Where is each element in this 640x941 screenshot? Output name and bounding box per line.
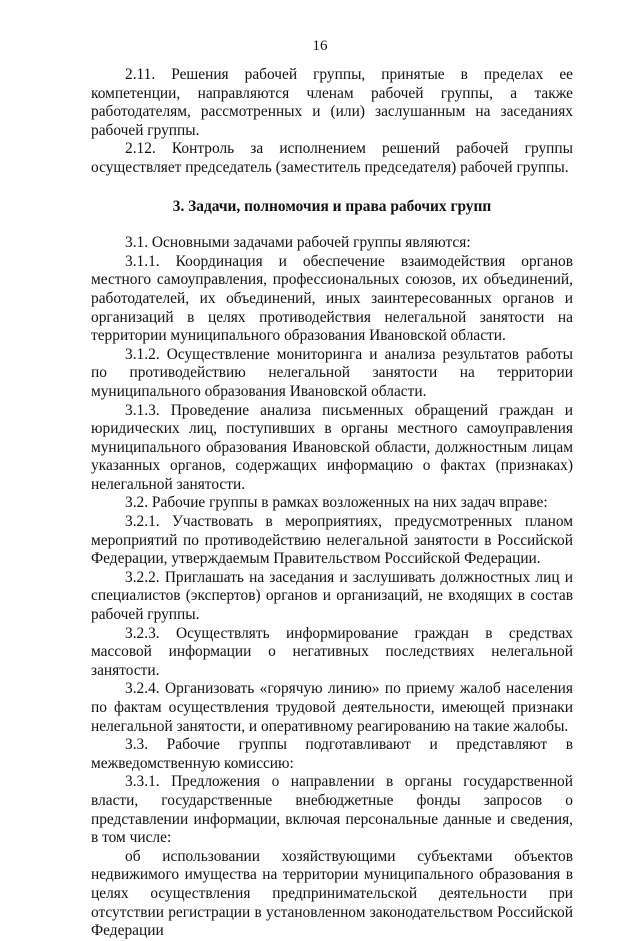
paragraph-3-1-3: 3.1.3. Проведение анализа письменных обращений граждан и юридических лиц, поступивших в органы местного самоуправления муниципального образования Ивановской области, должностным лицам указанных органов, содержащих информацию о фактах (признаках) нелегальной занятости. <box>91 401 573 493</box>
paragraph-2-12: 2.12. Контроль за исполнением решений рабочей группы осуществляет председатель (заместитель председателя) рабочей группы. <box>91 140 573 176</box>
section-heading: 3. Задачи, полномочия и права рабочих групп <box>172 197 492 215</box>
paragraph-3-1: 3.1. Основными задачами рабочей группы являются: <box>125 234 471 252</box>
document-body <box>91 66 573 941</box>
paragraph-3-2-2: 3.2.2. Приглашать на заседания и заслушивать должностных лиц и специалистов (экспертов) органов и организаций, не входящих в состав рабочей группы. <box>91 568 573 624</box>
page-number: 16 <box>312 38 328 54</box>
paragraph-3-1-2: 3.1.2. Осуществление мониторинга и анализа результатов работы по противодействию нелегальной занятости на территории муниципального образования Ивановской области. <box>91 345 573 400</box>
paragraph-3-3-1-item: об использовании хозяйствующими субъектами объектов недвижимого имущества на территории муниципального образования в целях осуществления предпринимательской деятельности при отсутствии регистрации в установленном законодательством Российской Федерации <box>91 847 573 940</box>
paragraph-3-3: 3.3. Рабочие группы подготавливают и представляют в межведомственную комиссию: <box>91 736 573 772</box>
paragraph-3-3-1: 3.3.1. Предложения о направлении в органы государственной власти, государственные внебюджетные фонды запросов о представлении информации, включая персональные данные и сведения, в том числе: <box>91 773 573 847</box>
paragraph-3-1-1: 3.1.1. Координация и обеспечение взаимодействия органов местного самоуправления, профессиональных союзов, их объединений, работодателей, их объединений, иных заинтересованных органов и организаций в целях противодействия нелегальной занятости на территории муниципального образования Ивановской области. <box>91 252 573 345</box>
paragraph-3-2-1: 3.2.1. Участвовать в мероприятиях, предусмотренных планом мероприятий по противодействию нелегальной занятости в Российской Федерации, утверждаемым Правительством Российской Федерации. <box>91 513 573 568</box>
paragraph-2-11: 2.11. Решения рабочей группы, принятые в пределах ее компетенции, направляются членам рабочей группы, а также работодателям, рассмотренных и (или) заслушанным на заседаниях рабочей группы. <box>91 66 573 139</box>
paragraph-3-2-3: 3.2.3. Осуществлять информирование граждан в средствах массовой информации о негативных последствиях нелегальной занятости. <box>91 624 573 679</box>
paragraph-3-2: 3.2. Рабочие группы в рамках возложенных на них задач вправе: <box>125 494 548 512</box>
paragraph-3-2-4: 3.2.4. Организовать «горячую линию» по приему жалоб населения по фактам осуществления трудовой деятельности, имеющей признаки нелегальной занятости, и оперативному реагированию на такие жалобы. <box>91 680 573 735</box>
